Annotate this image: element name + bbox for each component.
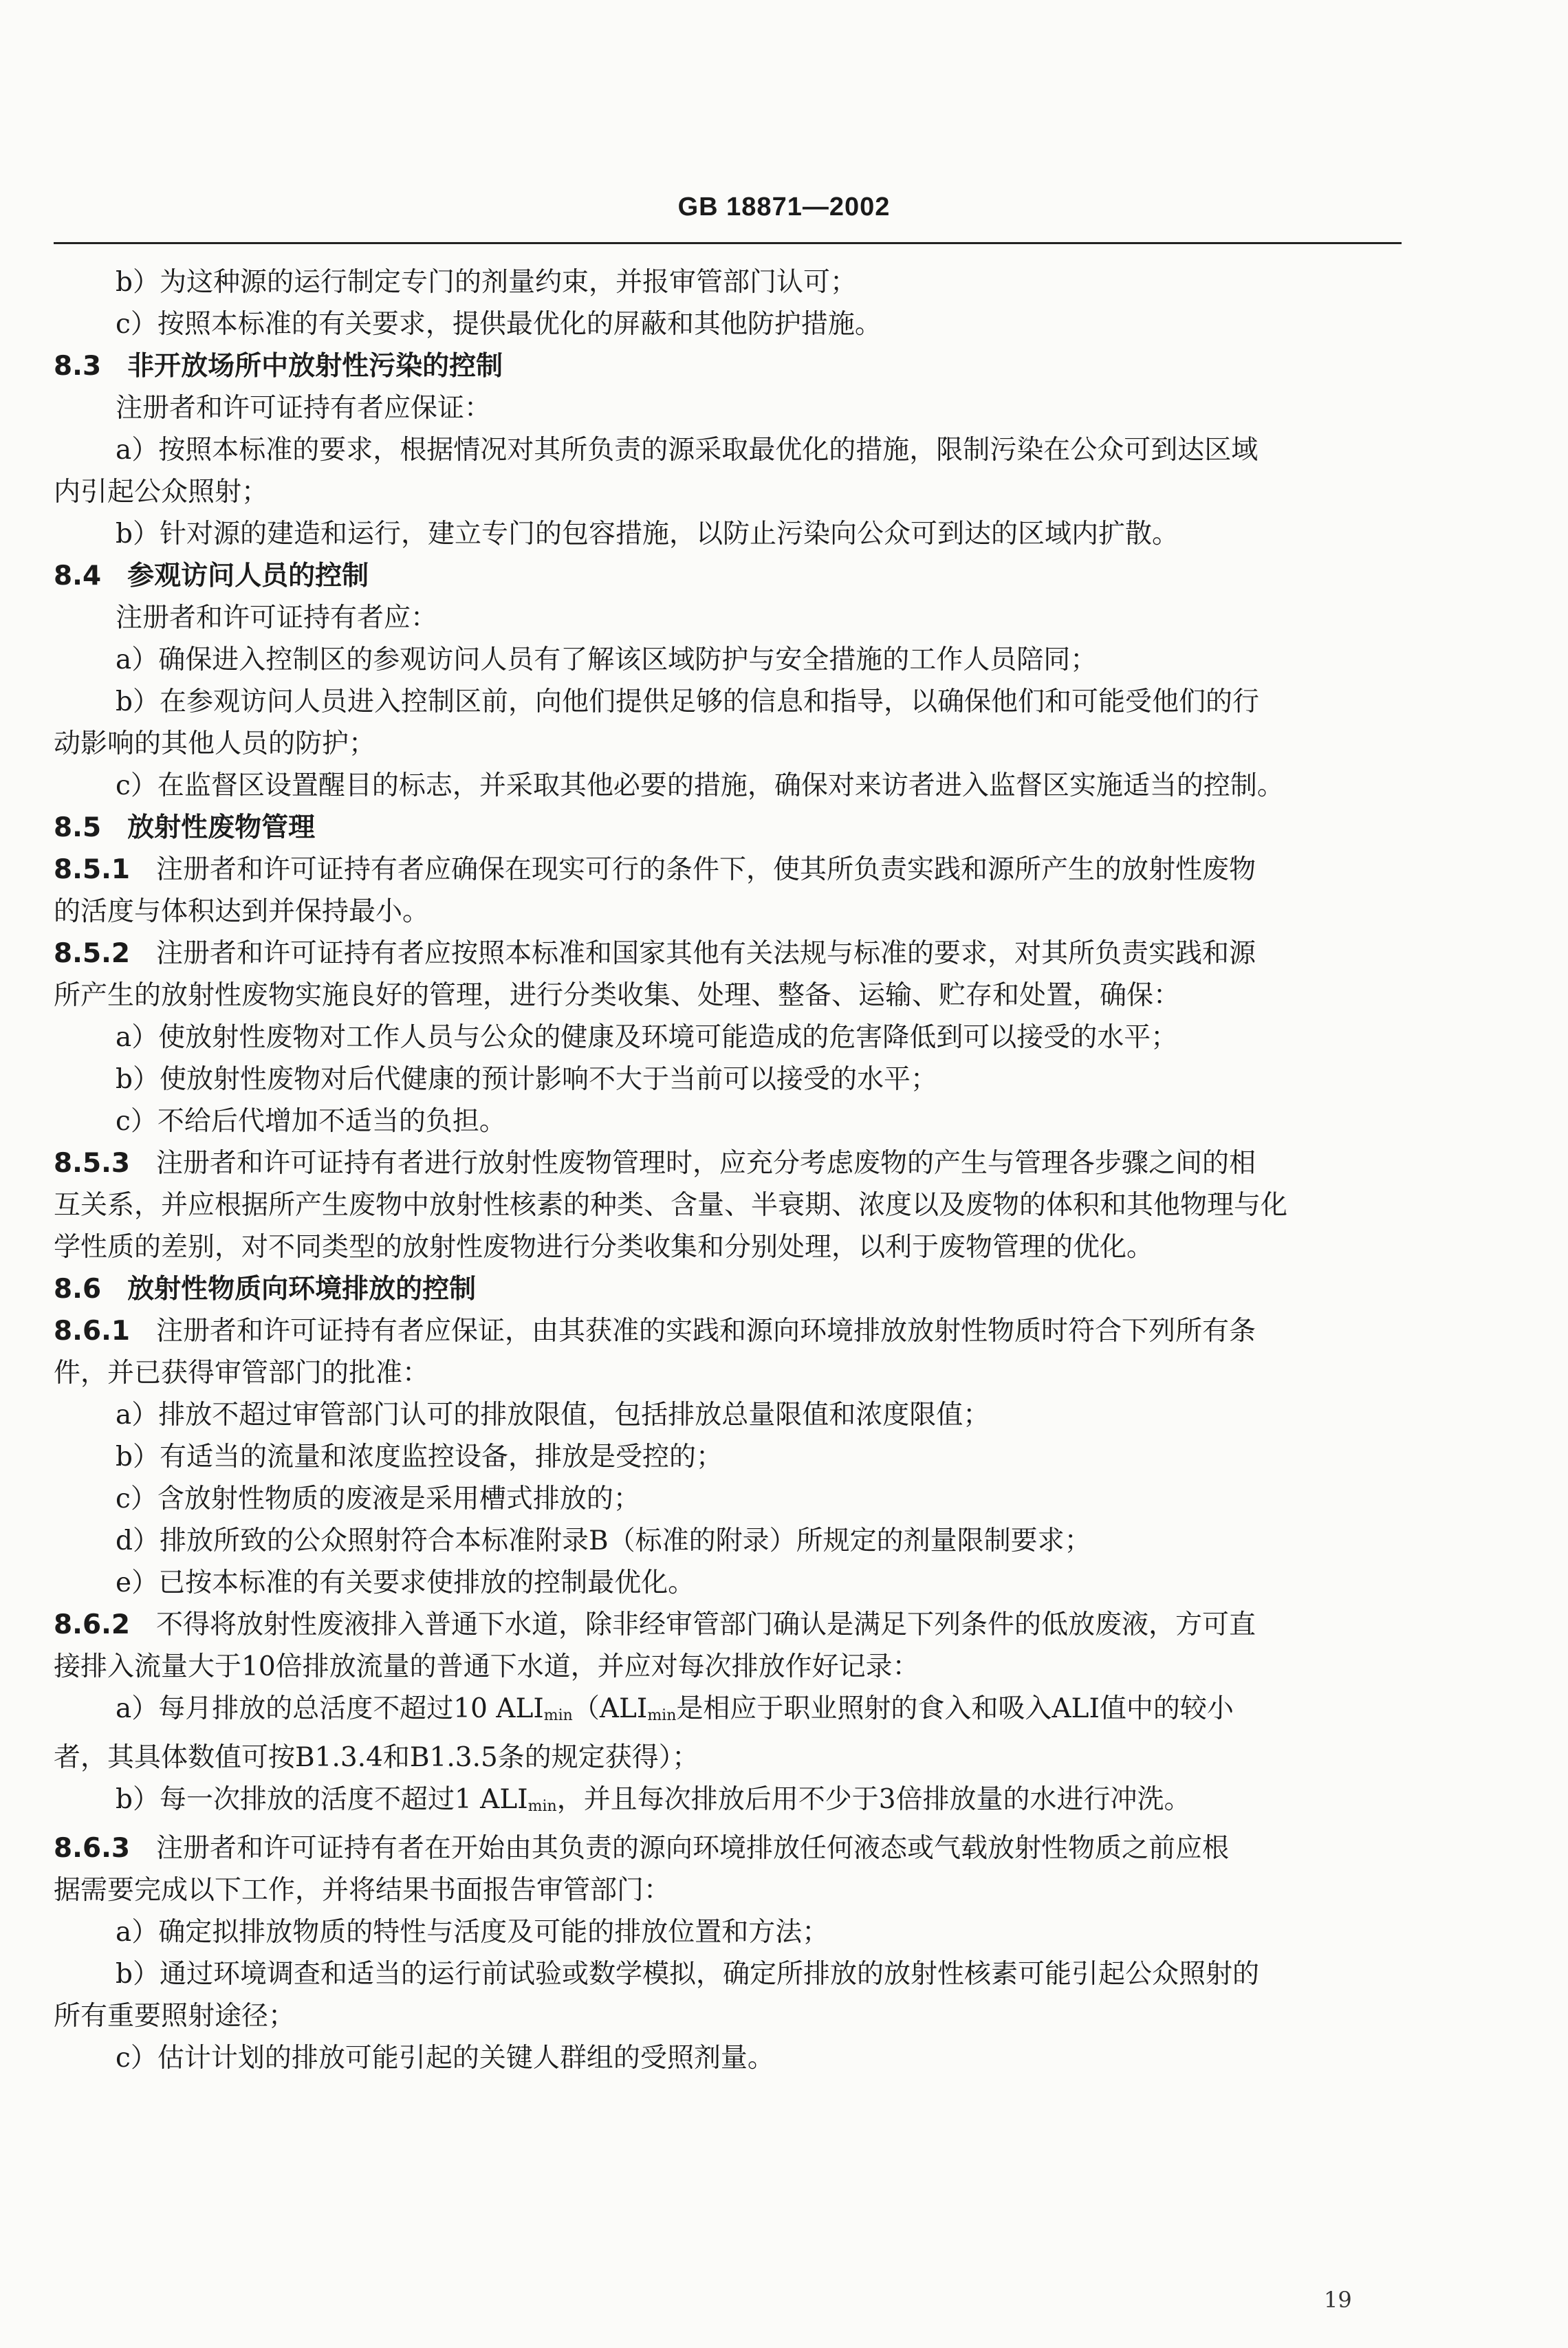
paragraph: c）不给后代增加不适当的负担。 — [116, 1106, 506, 1137]
page-number: 19 — [1324, 2287, 1352, 2313]
subscript: min — [527, 1798, 557, 1815]
clause-text: 注册者和许可证持有者在开始由其负责的源向环境排放任何液态或气载放射性物质之前应根 — [156, 1833, 1230, 1864]
paragraph-continuation: 动影响的其他人员的防护； — [54, 728, 376, 759]
text-run: a）每月排放的总活度不超过10 ALI — [116, 1693, 544, 1724]
section-heading-8-6 — [54, 1268, 1402, 1310]
clause-number: 8.5.1 — [54, 854, 131, 885]
paragraph-continuation: 互关系，并应根据所产生废物中放射性核素的种类、含量、半衰期、浓度以及废物的体积和其他物理与化 — [54, 1190, 1288, 1221]
paragraph: b）在参观访问人员进入控制区前，向他们提供足够的信息和指导，以确保他们和可能受他们的行 — [116, 686, 1259, 717]
paragraph: c）含放射性物质的废液是采用槽式排放的； — [116, 1483, 640, 1514]
clause-text: 不得将放射性废液排入普通下水道，除非经审管部门确认是满足下列条件的低放废液，方可直 — [156, 1609, 1256, 1640]
clause-number: 8.6.2 — [54, 1609, 131, 1640]
text-run: （ALI — [572, 1693, 648, 1724]
paragraph: 注册者和许可证持有者应保证： — [116, 393, 492, 424]
paragraph: a）排放不超过审管部门认可的排放限值，包括排放总量限值和浓度限值； — [116, 1400, 990, 1431]
clause-text: 注册者和许可证持有者应确保在现实可行的条件下，使其所负责实践和源所产生的放射性废物 — [156, 854, 1256, 885]
paragraph: 注册者和许可证持有者应： — [116, 602, 438, 633]
paragraph: b）通过环境调查和适当的运行前试验或数学模拟，确定所排放的放射性核素可能引起公众照射的 — [116, 1959, 1259, 1990]
paragraph: b）针对源的建造和运行，建立专门的包容措施，以防止污染向公众可到达的区域内扩散。 — [116, 519, 1179, 550]
section-number: 8.4 — [54, 561, 102, 591]
paragraph: b）为这种源的运行制定专门的剂量约束，并报审管部门认可； — [116, 267, 857, 298]
section-number: 8.6 — [54, 1274, 102, 1305]
paragraph: a）确保进入控制区的参观访问人员有了解该区域防护与安全措施的工作人员陪同； — [116, 644, 1098, 675]
paragraph: a）确定拟排放物质的特性与活度及可能的排放位置和方法； — [116, 1917, 829, 1948]
paragraph-continuation: 件，并已获得审管部门的批准： — [54, 1358, 430, 1389]
text-run: 是相应于职业照射的食入和吸入ALI值中的较小 — [676, 1693, 1234, 1724]
paragraph-continuation: 所产生的放射性废物实施良好的管理，进行分类收集、处理、整备、运输、贮存和处置，确保： — [54, 980, 1181, 1011]
clause-number: 8.6.3 — [54, 1833, 131, 1864]
paragraph-continuation: 学性质的差别，对不同类型的放射性废物进行分类收集和分别处理，以利于废物管理的优化。 — [54, 1232, 1154, 1263]
paragraph: c）估计计划的排放可能引起的关键人群组的受照剂量。 — [116, 2043, 774, 2074]
clause-8-5-1 — [54, 849, 1402, 891]
paragraph: a）按照本标准的要求，根据情况对其所负责的源采取最优化的措施，限制污染在公众可到达区域 — [116, 435, 1259, 466]
section-number: 8.3 — [54, 351, 102, 382]
section-heading-8-3 — [54, 345, 1402, 387]
paragraph-ali — [54, 1688, 1402, 1737]
section-title: 参观访问人员的控制 — [127, 561, 369, 591]
document-body — [54, 261, 1402, 2079]
section-heading-8-4 — [54, 555, 1402, 597]
paragraph-continuation: 所有重要照射途径； — [54, 2001, 296, 2032]
clause-8-6-2 — [54, 1604, 1402, 1646]
clause-8-5-2 — [54, 933, 1402, 975]
section-title: 非开放场所中放射性污染的控制 — [127, 351, 503, 382]
paragraph: e）已按本标准的有关要求使排放的控制最优化。 — [116, 1567, 695, 1598]
subscript: min — [543, 1707, 573, 1724]
text-run: ，并且每次排放后用不少于3倍排放量的水进行冲洗。 — [556, 1784, 1191, 1815]
section-heading-8-5 — [54, 807, 1402, 849]
paragraph: a）使放射性废物对工作人员与公众的健康及环境可能造成的危害降低到可以接受的水平； — [116, 1022, 1178, 1053]
clause-text: 注册者和许可证持有者应按照本标准和国家其他有关法规与标准的要求，对其所负责实践和源 — [156, 938, 1256, 969]
paragraph-ali — [54, 1779, 1402, 1827]
paragraph-continuation: 的活度与体积达到并保持最小。 — [54, 896, 430, 927]
text-run: b）每一次排放的活度不超过1 ALI — [116, 1784, 528, 1815]
paragraph: c）按照本标准的有关要求，提供最优化的屏蔽和其他防护措施。 — [116, 309, 882, 340]
clause-number: 8.6.1 — [54, 1316, 131, 1347]
clause-8-6-3 — [54, 1827, 1402, 1869]
subscript: min — [647, 1707, 677, 1724]
document-header: GB 18871—2002 — [677, 193, 891, 221]
clause-number: 8.5.3 — [54, 1148, 131, 1179]
paragraph-continuation: 内引起公众照射； — [54, 477, 269, 508]
paragraph: b）有适当的流量和浓度监控设备，排放是受控的； — [116, 1442, 723, 1472]
header-rule — [54, 242, 1402, 244]
paragraph-continuation: 者，其具体数值可按B1.3.4和B1.3.5条的规定获得）； — [54, 1742, 699, 1773]
clause-text: 注册者和许可证持有者应保证，由其获准的实践和源向环境排放放射性物质时符合下列所有条 — [156, 1316, 1256, 1347]
clause-text: 注册者和许可证持有者进行放射性废物管理时，应充分考虑废物的产生与管理各步骤之间的相 — [156, 1148, 1256, 1179]
paragraph-continuation: 据需要完成以下工作，并将结果书面报告审管部门： — [54, 1875, 671, 1906]
section-title: 放射性物质向环境排放的控制 — [127, 1274, 477, 1305]
clause-8-5-3 — [54, 1142, 1402, 1184]
paragraph-continuation: 接排入流量大于10倍排放流量的普通下水道，并应对每次排放作好记录： — [54, 1651, 919, 1682]
clause-8-6-1 — [54, 1310, 1402, 1352]
section-number: 8.5 — [54, 812, 102, 843]
clause-number: 8.5.2 — [54, 938, 131, 969]
paragraph: b）使放射性废物对后代健康的预计影响不大于当前可以接受的水平； — [116, 1064, 937, 1095]
paragraph: c）在监督区设置醒目的标志，并采取其他必要的措施，确保对来访者进入监督区实施适当的控制。 — [116, 770, 1284, 801]
section-title: 放射性废物管理 — [127, 812, 316, 843]
paragraph: d）排放所致的公众照射符合本标准附录B（标准的附录）所规定的剂量限制要求； — [116, 1525, 1091, 1556]
